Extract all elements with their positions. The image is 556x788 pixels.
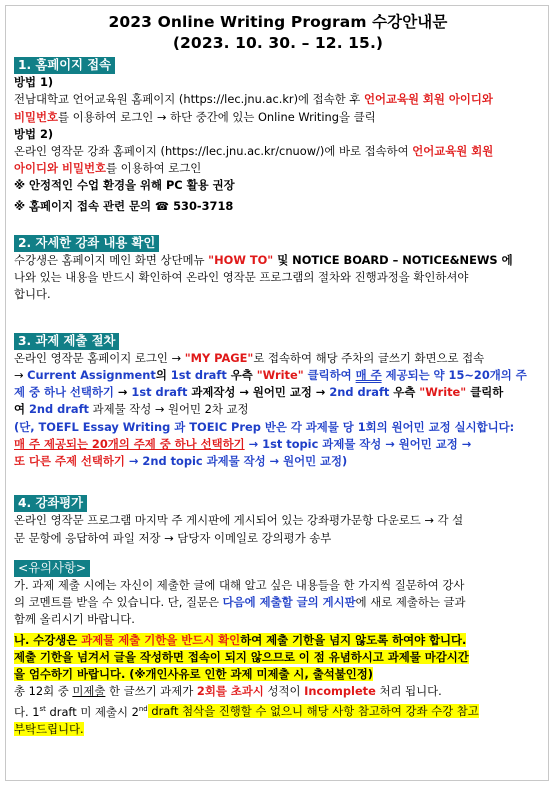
note-da-sup-1: st: [39, 704, 46, 713]
deadline-check-text: 과제물 제출 기한을 반드시 확인: [81, 632, 241, 647]
note-na-line-1b: 하여 제출 기한을 넘지 않도록 하여야 합니다.: [240, 632, 467, 647]
document-body: [14, 12, 542, 738]
section-heading-details: 2. 자세한 강좌 내용 확인: [14, 235, 159, 252]
incomplete-rule: [14, 683, 542, 700]
evaluation-line-2: 문 문항에 응답하여 파일 저장 → 담당자 이메일로 강의평가 송부: [14, 530, 332, 545]
contact-note: ※ 홈페이지 접속 관련 문의 ☎ 530-3718: [14, 198, 234, 213]
method-2-text-a: 온라인 영작문 강좌 홈페이지 (https://lec.jnu.ac.kr/cnuow/)에 바로 접속하여: [14, 144, 413, 159]
method-1-credentials-b: 비밀번호: [14, 109, 59, 124]
step-text-2d: 클릭하여: [303, 368, 356, 383]
current-assignment-text: Current Assignment: [27, 368, 156, 383]
document-title: 2023 Online Writing Program 수강안내문: [108, 13, 448, 31]
second-draft-text-2: 2nd draft: [28, 402, 89, 417]
step-text-4a: 여: [14, 402, 29, 417]
details-text-a: 수강생은 홈페이지 메인 화면 상단메뉴: [14, 253, 209, 268]
note-ga-line-2a: 의 코멘트를 받을 수 있습니다. 단, 질문은: [14, 595, 223, 610]
every-week-text: 매 주: [355, 368, 382, 383]
first-draft-text-2: 1st draft: [131, 385, 188, 400]
rule-text-a: 총 12회 중: [14, 684, 73, 699]
note-na: [14, 632, 542, 684]
step-text-3a: 제 중 하나 선택하기: [14, 385, 114, 400]
note-ga-line-3: 함께 올리시기 바랍니다.: [14, 612, 135, 627]
note-na-line-1a: 나. 수강생은: [14, 632, 82, 647]
write-text: "Write": [256, 368, 304, 383]
rule-incomplete-text: Incomplete: [304, 684, 376, 699]
method-1-text: [14, 91, 542, 125]
step-text-4c: 과제물 작성 → 원어민 2차 교정: [89, 402, 249, 417]
document-page: [5, 5, 549, 781]
write-text-2: "Write": [419, 385, 467, 400]
how-to-menu-text: "HOW TO": [208, 253, 274, 268]
another-topic-text: 또 다른 주제 선택하기: [14, 454, 125, 469]
note-da-line-2: 부탁드립니다.: [14, 721, 84, 736]
pc-recommend-note: ※ 안정적인 수업 환경을 위해 PC 활용 권장: [14, 178, 235, 193]
step-text-3e: 클릭하: [466, 385, 504, 400]
first-draft-text: 1st draft: [170, 368, 227, 383]
step-text-6: → 1st topic 과제물 작성 → 원어민 교정 →: [244, 436, 472, 451]
step-text-7: → 2nd topic 과제물 작성 → 원어민 교정): [124, 454, 348, 469]
method-1-text-b: 를 이용하여 로그인 → 하단 중간에 있는 Online Writing을 클릭: [58, 109, 376, 124]
rule-text-c: 성적이: [263, 684, 305, 699]
note-ga: [14, 577, 542, 629]
spacer: [14, 304, 542, 330]
spacer: [14, 547, 542, 557]
submission-steps: [14, 350, 542, 470]
method-2-text-b: 를 이용하여 로그인: [106, 161, 202, 176]
note-da-sup-2: nd: [138, 704, 148, 713]
section-heading-evaluation: 4. 강좌평가: [14, 495, 87, 512]
method-2-credentials-a: 언어교육원 회원: [412, 144, 494, 159]
note-da: [14, 701, 542, 738]
details-text-d: 합니다.: [14, 287, 51, 302]
step-text-2e: 제공되는 약 15~20개의 주: [381, 368, 527, 383]
toefl-toeic-note: (단, TOEFL Essay Writing 과 TOEIC Prep 반은 각 과제물 당 1회의 원어민 교정 실시합니다:: [14, 419, 515, 434]
method-2-label: 방법 2): [14, 126, 54, 141]
rule-exceed-text: 2회를 초과시: [196, 684, 264, 699]
spacer: [14, 470, 542, 492]
step-text-3d: 우측: [389, 385, 420, 400]
step-text-2b: 의: [155, 368, 171, 383]
step-text-2c: 우측: [226, 368, 257, 383]
evaluation-line-1: 온라인 영작문 프로그램 마지막 주 게시판에 게시되어 있는 강좌평가문항 다운로드 → 각 설: [14, 513, 464, 528]
section-heading-notes: <유의사항>: [14, 560, 90, 577]
step-text-1b: 로 접속하여 해당 주차의 글쓰기 화면으로 접속: [253, 350, 485, 365]
method-2-credentials-b: 아이디와 비밀번호: [14, 161, 106, 176]
step-text-1a: 온라인 영작문 홈페이지 로그인 →: [14, 350, 185, 365]
note-da-a: 다. 1: [14, 704, 40, 719]
second-draft-text: 2nd draft: [329, 385, 390, 400]
topic-choice-text: 매 주 제공되는 20개의 주제 중 하나 선택하기: [14, 436, 245, 451]
rule-not-submitted: 미제출: [72, 684, 106, 699]
document-period: (2023. 10. 30. – 12. 15.): [172, 34, 384, 52]
section-heading-homepage: 1. 홈페이지 접속: [14, 57, 115, 74]
note-na-line-3: 을 엄수하기 바랍니다. (※개인사유로 인한 과제 미제출 시, 출석불인정): [14, 667, 373, 682]
note-da-b: draft 미 제출시 2: [45, 704, 139, 719]
step-text-2a: →: [14, 368, 28, 383]
notice-board-text: 및 NOTICE BOARD – NOTICE&NEWS 에: [273, 253, 513, 268]
details-text: [14, 252, 542, 304]
method-1-label: 방법 1): [14, 75, 54, 90]
next-board-text: 다음에 제출할 글의 게시판: [222, 595, 356, 610]
note-ga-line-2b: 에 새로 제출하는 글과: [355, 595, 466, 610]
method-2-text: [14, 143, 542, 177]
evaluation-text: [14, 512, 542, 546]
section-heading-submission: 3. 과제 제출 절차: [14, 333, 119, 350]
rule-text-d: 처리 됩니다.: [375, 684, 442, 699]
details-text-c: 나와 있는 내용을 반드시 확인하여 온라인 영작문 프로그램의 절차와 진행과정을 확인하셔야: [14, 270, 469, 285]
rule-text-b: 한 글쓰기 과제가: [105, 684, 197, 699]
my-page-text: "MY PAGE": [184, 350, 254, 365]
spacer: [14, 215, 542, 232]
method-1-text-a: 전남대학교 언어교육원 홈페이지 (https://lec.jnu.ac.kr)에 접속한 후: [14, 92, 364, 107]
note-ga-line-1: 가. 과제 제출 시에는 자신이 제출한 글에 대해 알고 싶은 내용들을 한 가지씩 질문하여 강사: [14, 578, 465, 593]
note-na-line-2: 제출 기한을 넘겨서 글을 작성하면 접속이 되지 않으므로 이 점 유념하시고 과제물 마감시간: [14, 649, 469, 664]
step-text-3c: 과제작성 → 원어민 교정 →: [187, 385, 330, 400]
step-text-3b: →: [113, 385, 132, 400]
method-1-credentials-a: 언어교육원 회원 아이디와: [363, 92, 493, 107]
note-da-c: draft 첨삭을 진행할 수 없으니 해당 사항 참고하여 강좌 수강 참고: [147, 704, 479, 719]
